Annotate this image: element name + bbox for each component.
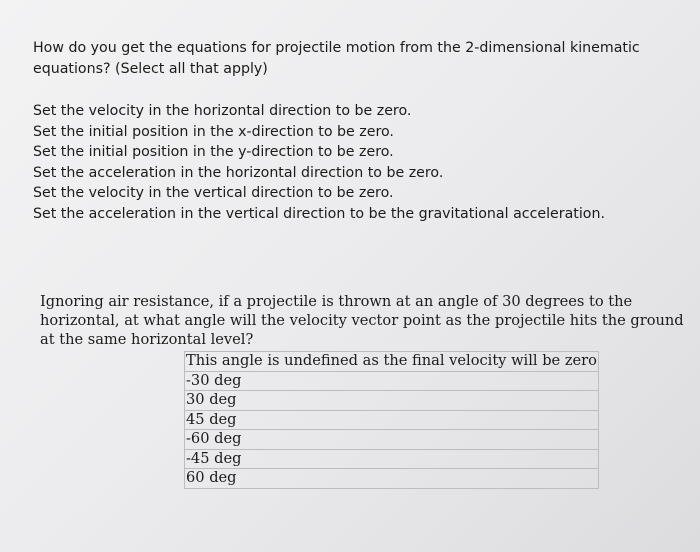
answer-option-cell[interactable]: 45 deg — [185, 410, 599, 430]
table-row — [185, 352, 599, 372]
question-1-text: How do you get the equations for projectile motion from the 2-dimensional kinematic equations? (Select all that apply) — [33, 40, 640, 77]
question-1-option[interactable]: Set the velocity in the horizontal direction to be zero. — [33, 103, 412, 119]
answer-option-cell[interactable]: 60 deg — [185, 469, 599, 489]
answer-options-table — [184, 351, 599, 489]
table-row — [185, 430, 599, 450]
table-row — [185, 469, 599, 489]
table-row — [185, 410, 599, 430]
question-1-options — [33, 101, 673, 224]
answer-option-cell[interactable]: -60 deg — [185, 430, 599, 450]
question-1 — [33, 38, 673, 224]
question-1-option[interactable]: Set the initial position in the y-direction to be zero. — [33, 144, 394, 160]
answer-option-cell[interactable]: This angle is undefined as the final velocity will be zero — [186, 352, 597, 369]
answer-option-cell[interactable]: 30 deg — [185, 391, 599, 411]
question-1-option[interactable]: Set the acceleration in the horizontal direction to be zero. — [33, 164, 444, 181]
answer-option-cell[interactable]: -45 deg — [185, 449, 599, 469]
table-row — [185, 371, 599, 391]
question-2-text: Ignoring air resistance, if a projectile is thrown at an angle of 30 degrees to the horizontal, at what angle will the velocity vector point as the projectile hits the ground at the same horizontal level? — [40, 293, 684, 348]
answer-option-cell[interactable]: -30 deg — [185, 371, 599, 391]
table-row — [185, 449, 599, 469]
table-row — [185, 391, 599, 411]
question-1-option[interactable]: Set the velocity in the vertical direction to be zero. — [33, 185, 394, 201]
question-1-option[interactable]: Set the acceleration in the vertical direction to be the gravitational acceleration. — [33, 205, 605, 222]
question-1-option[interactable]: Set the initial position in the x-direction to be zero. — [33, 123, 394, 140]
question-2 — [40, 292, 695, 486]
